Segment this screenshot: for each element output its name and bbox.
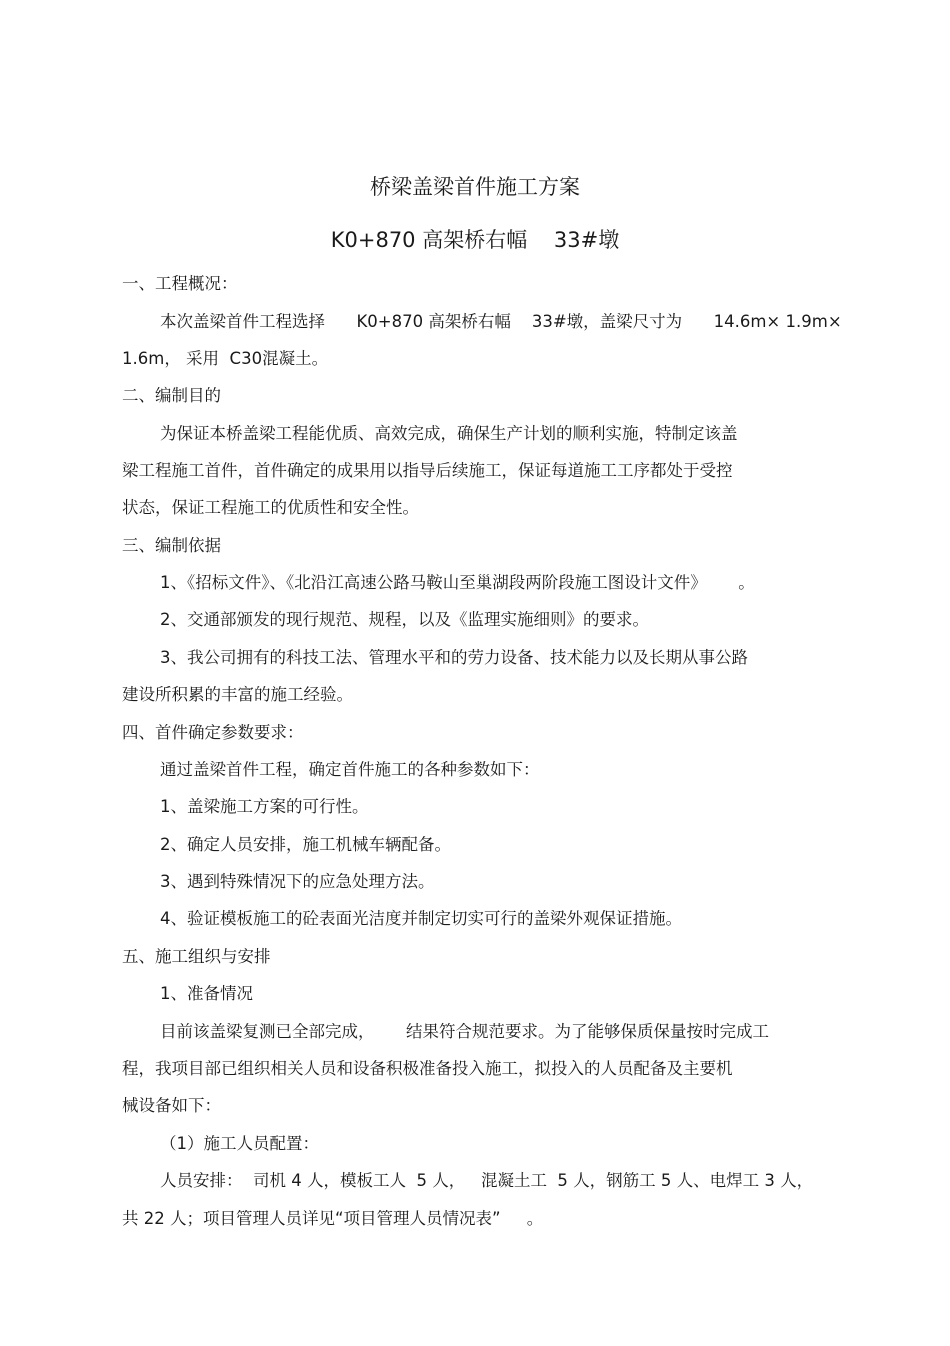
paragraph-line: 建设所积累的丰富的施工经验。 bbox=[122, 685, 353, 704]
paragraph-line: 通过盖梁首件工程，确定首件施工的各种参数如下： bbox=[160, 760, 540, 779]
list-item: 1、盖梁施工方案的可行性。 bbox=[160, 797, 369, 816]
paragraph-line: 人员安排： 司机 4 人，模板工人 5 人， 混凝土工 5 人，钢筋工 5 人、电焊工 3 人， bbox=[160, 1171, 814, 1190]
list-item: 1、《招标文件》、《北沿江高速公路马鞍山至巢湖段两阶段施工图设计文件》 。 bbox=[160, 573, 755, 592]
section-heading-organization: 五、施工组织与安排 bbox=[122, 947, 271, 966]
section-heading-parameters: 四、首件确定参数要求： bbox=[122, 723, 304, 742]
section-heading-purpose: 二、编制目的 bbox=[122, 386, 221, 405]
list-item: 2、确定人员安排，施工机械车辆配备。 bbox=[160, 835, 451, 854]
page-subtitle: K0+870 高架桥右幅 33#墩 bbox=[330, 228, 620, 252]
paragraph-line: 梁工程施工首件，首件确定的成果用以指导后续施工，保证每道施工工序都处于受控 bbox=[122, 461, 733, 480]
paragraph-line: 共 22 人；项目管理人员详见“项目管理人员情况表” 。 bbox=[122, 1209, 544, 1228]
list-item: 3、我公司拥有的科技工法、管理水平和的劳力设备、技术能力以及长期从事公路 bbox=[160, 648, 748, 667]
paragraph-line: 状态，保证工程施工的优质性和安全性。 bbox=[122, 498, 419, 517]
subsection-heading: （1）施工人员配置： bbox=[160, 1134, 319, 1153]
list-item: 3、遇到特殊情况下的应急处理方法。 bbox=[160, 872, 435, 891]
section-heading-overview: 一、工程概况： bbox=[122, 274, 238, 293]
paragraph-line: 械设备如下： bbox=[122, 1096, 221, 1115]
section-heading-basis: 三、编制依据 bbox=[122, 536, 221, 555]
list-item: 2、交通部颁发的现行规范、规程，以及《监理实施细则》的要求。 bbox=[160, 610, 649, 629]
list-item: 4、验证模板施工的砼表面光洁度并制定切实可行的盖梁外观保证措施。 bbox=[160, 909, 682, 928]
paragraph-line: 目前该盖梁复测已全部完成， 结果符合规范要求。为了能够保质保量按时完成工 bbox=[160, 1022, 769, 1041]
paragraph-line: 程，我项目部已组织相关人员和设备积极准备投入施工，拟投入的人员配备及主要机 bbox=[122, 1059, 733, 1078]
paragraph-line: 1.6m， 采用 C30混凝土。 bbox=[122, 349, 329, 368]
page-title: 桥梁盖梁首件施工方案 bbox=[370, 175, 580, 199]
subsection-heading: 1、准备情况 bbox=[160, 984, 253, 1003]
paragraph-line: 为保证本桥盖梁工程能优质、高效完成，确保生产计划的顺利实施，特制定该盖 bbox=[160, 424, 738, 443]
paragraph-line: 本次盖梁首件工程选择 K0+870 高架桥右幅 33#墩，盖梁尺寸为 14.6m× 1.9m× bbox=[160, 312, 842, 331]
